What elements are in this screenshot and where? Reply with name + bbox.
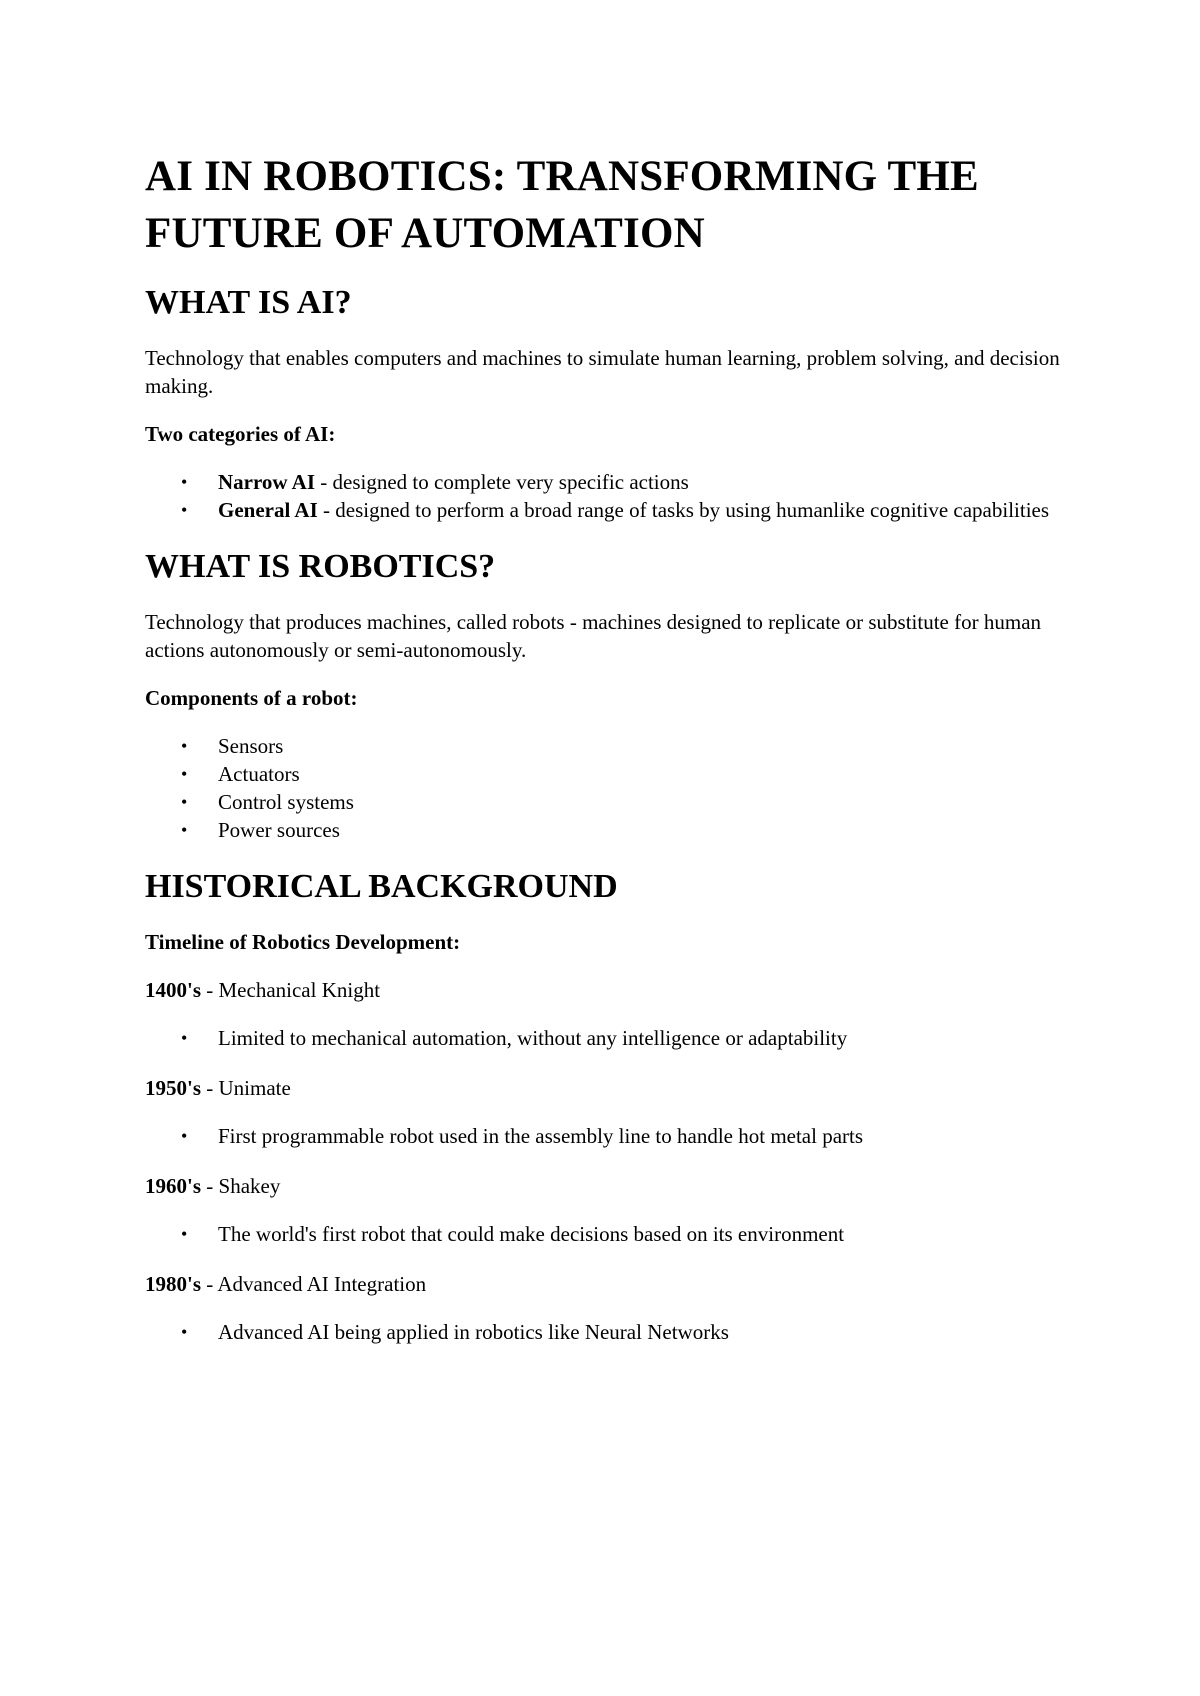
category-term: General AI (218, 498, 318, 522)
timeline-entry (145, 1172, 1070, 1200)
timeline-label: Timeline of Robotics Development: (145, 930, 461, 954)
timeline-era: 1400's (145, 978, 202, 1002)
bullet-icon: • (181, 1224, 188, 1244)
section-heading-historical-background: HISTORICAL BACKGROUND (145, 868, 618, 905)
document-title: AI IN ROBOTICS: TRANSFORMING THE FUTURE OF AUTOMATION (145, 153, 979, 257)
timeline-entry (145, 1270, 1070, 1298)
category-term: Narrow AI (218, 470, 316, 494)
robotics-description: Technology that produces machines, called robots - machines designed to replicate or substitute for human actions autonomously or semi-autonomously. (145, 610, 1042, 662)
timeline-entry (145, 1074, 1070, 1102)
timeline-era: 1960's (145, 1174, 202, 1198)
component-label: Power sources (218, 818, 340, 842)
timeline-note-list (145, 1122, 1070, 1150)
bullet-icon: • (181, 820, 188, 840)
component-label: Sensors (218, 734, 284, 758)
timeline-name: - Shakey (201, 1174, 281, 1198)
list-item (145, 1318, 1070, 1346)
list-item (145, 732, 1070, 760)
ai-description: Technology that enables computers and machines to simulate human learning, problem solving, and decision making. (145, 346, 1060, 398)
component-label: Control systems (218, 790, 354, 814)
list-item (145, 1122, 1070, 1150)
list-item (145, 1220, 1070, 1248)
timeline-note: First programmable robot used in the assembly line to handle hot metal parts (218, 1124, 864, 1148)
list-item (145, 788, 1070, 816)
bullet-icon: • (181, 792, 188, 812)
timeline-entry (145, 976, 1070, 1004)
timeline-note: Limited to mechanical automation, without any intelligence or adaptability (218, 1026, 848, 1050)
list-item (145, 1024, 1070, 1052)
timeline-note-list (145, 1024, 1070, 1052)
robot-components-list (145, 732, 1070, 844)
timeline-note: Advanced AI being applied in robotics like Neural Networks (218, 1320, 729, 1344)
list-item (145, 468, 1070, 496)
timeline-note-list (145, 1220, 1070, 1248)
ai-categories-label: Two categories of AI: (145, 422, 336, 446)
timeline-era: 1950's (145, 1076, 202, 1100)
bullet-icon: • (181, 1126, 188, 1146)
timeline-note: The world's first robot that could make decisions based on its environment (218, 1222, 845, 1246)
timeline-note-list (145, 1318, 1070, 1346)
bullet-icon: • (181, 1322, 188, 1342)
timeline-name: - Mechanical Knight (201, 978, 381, 1002)
robot-components-label: Components of a robot: (145, 686, 358, 710)
bullet-icon: • (181, 472, 188, 492)
category-detail: - designed to complete very specific actions (315, 470, 689, 494)
timeline-era: 1980's (145, 1272, 202, 1296)
ai-categories-list (145, 468, 1070, 524)
bullet-icon: • (181, 1028, 188, 1048)
category-detail: - designed to perform a broad range of tasks by using humanlike cognitive capabilities (317, 498, 1050, 522)
list-item (145, 496, 1070, 524)
component-label: Actuators (218, 762, 300, 786)
timeline-name: - Unimate (201, 1076, 291, 1100)
timeline-name: - Advanced AI Integration (201, 1272, 427, 1296)
section-heading-what-is-ai: WHAT IS AI? (145, 284, 352, 321)
bullet-icon: • (181, 500, 188, 520)
bullet-icon: • (181, 736, 188, 756)
bullet-icon: • (181, 764, 188, 784)
section-heading-what-is-robotics: WHAT IS ROBOTICS? (145, 548, 496, 585)
list-item (145, 760, 1070, 788)
list-item (145, 816, 1070, 844)
